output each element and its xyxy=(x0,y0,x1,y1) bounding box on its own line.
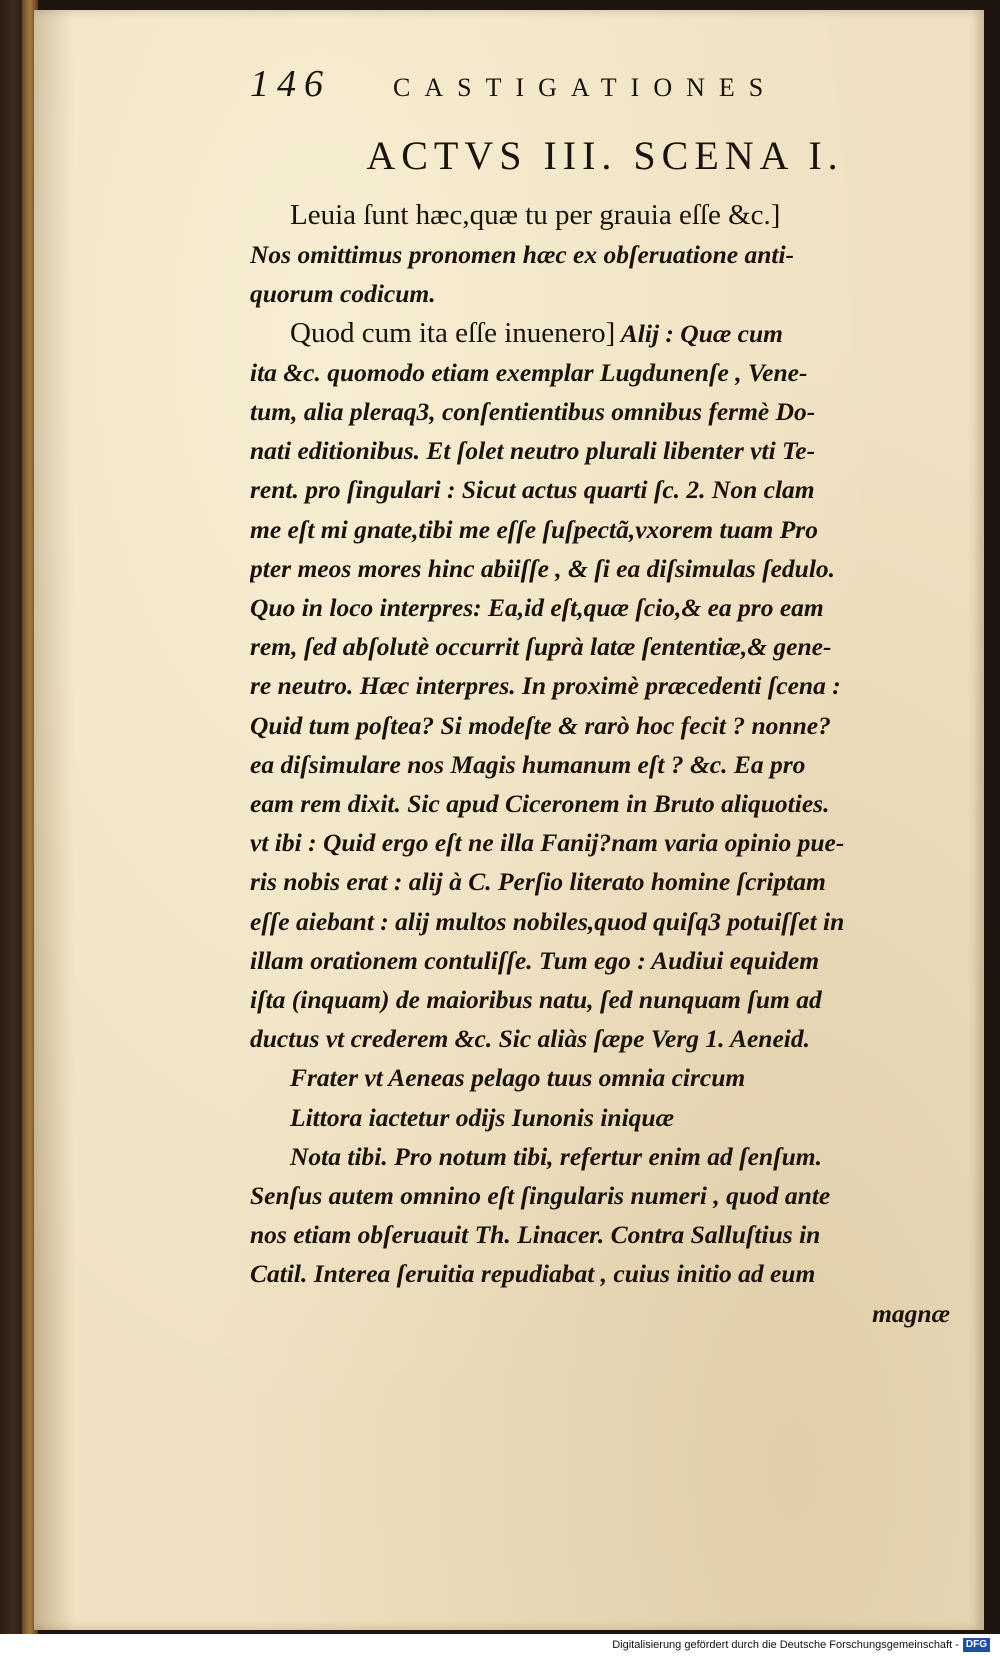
text-line: Senſus autem omnino eſt ſingularis numeri , quod ante xyxy=(250,1181,831,1211)
running-head: CASTIGATIONES xyxy=(393,73,778,102)
text-line: quorum codicum. xyxy=(250,279,436,309)
text-line: magnæ xyxy=(872,1298,950,1328)
text-line: Quo in loco interpres: Ea,id eſt,quæ ſcio,& ea pro eam xyxy=(250,593,824,623)
act-title: ACTVS III. SCENA I. xyxy=(366,133,844,178)
text-line: ris nobis erat : alij à C. Perſio literato homine ſcriptam xyxy=(250,867,826,897)
text-line: pter meos mores hinc abiiſſe , & ſi ea diſsimulas ſedulo. xyxy=(250,553,836,583)
footer-text: Digitalisierung gefördert durch die Deutsche Forschungsgemeinschaft - xyxy=(612,1639,959,1651)
text-line: Nota tibi. Pro notum tibi, refertur enim ad ſenſum. xyxy=(290,1141,823,1171)
dfg-logo-icon: DFG xyxy=(963,1638,990,1652)
lemma: Quod cum ita eſſe inuenero] xyxy=(290,316,616,349)
text-line: Catil. Interea ſeruitia repudiabat , cuius initio ad eum xyxy=(250,1259,816,1289)
commentary-text: Alij : Quæ cum xyxy=(615,318,783,348)
page-number: 146 xyxy=(250,63,331,105)
text-line: Littora iactetur odijs Iunonis iniquæ xyxy=(290,1102,675,1132)
text-line: Leuia ſunt hæc,quæ tu per grauia eſſe &c.] xyxy=(290,199,781,231)
text-line: eam rem dixit. Sic apud Ciceronem in Bruto aliquoties. xyxy=(250,789,830,819)
page-header xyxy=(250,62,860,106)
text-line: rent. pro ſingulari : Sicut actus quarti ſc. 2. Non clam xyxy=(250,475,815,505)
text-line: ductus vt crederem &c. Sic aliàs ſæpe Verg 1. Aeneid. xyxy=(250,1024,810,1054)
text-line: ea diſsimulare nos Magis humanum eſt ? &c. Ea pro xyxy=(250,749,806,779)
text-line: tum, alia pleraq3, conſentientibus omnibus fermè Do- xyxy=(250,397,816,427)
text-line xyxy=(250,314,950,353)
text-line: iſta (inquam) de maioribus natu, ſed nunquam ſum ad xyxy=(250,985,822,1015)
footer-bar xyxy=(0,1634,1000,1656)
text-line: Nos omittimus pronomen hæc ex obſeruatione anti- xyxy=(250,240,795,270)
text-body xyxy=(250,196,950,1333)
text-line: nati editionibus. Et ſolet neutro plurali libenter vti Te- xyxy=(250,436,816,466)
text-line: illam orationem contuliſſe. Tum ego : Audiui equidem xyxy=(250,945,820,975)
text-line: Quid tum poſtea? Si modeſte & rarò hoc fecit ? nonne? xyxy=(250,710,831,740)
text-line: eſſe aiebant : alij multos nobiles,quod quiſq3 potuiſſet in xyxy=(250,906,845,936)
text-line: vt ibi : Quid ergo eſt ne illa Fanij?nam varia opinio pue- xyxy=(250,828,845,858)
text-line: nos etiam obſeruauit Th. Linacer. Contra Salluſtius in xyxy=(250,1220,821,1250)
text-line: re neutro. Hæc interpres. In proximè præcedenti ſcena : xyxy=(250,671,841,701)
text-line: Frater vt Aeneas pelago tuus omnia circum xyxy=(290,1063,746,1093)
text-line: ita &c. quomodo etiam exemplar Lugdunenſe , Vene- xyxy=(250,357,808,387)
text-line: rem, ſed abſolutè occurrit ſuprà latæ ſententiæ,& gene- xyxy=(250,632,832,662)
text-line: me eſt mi gnate,tibi me eſſe ſuſpectã,vxorem tuam Pro xyxy=(250,514,818,544)
